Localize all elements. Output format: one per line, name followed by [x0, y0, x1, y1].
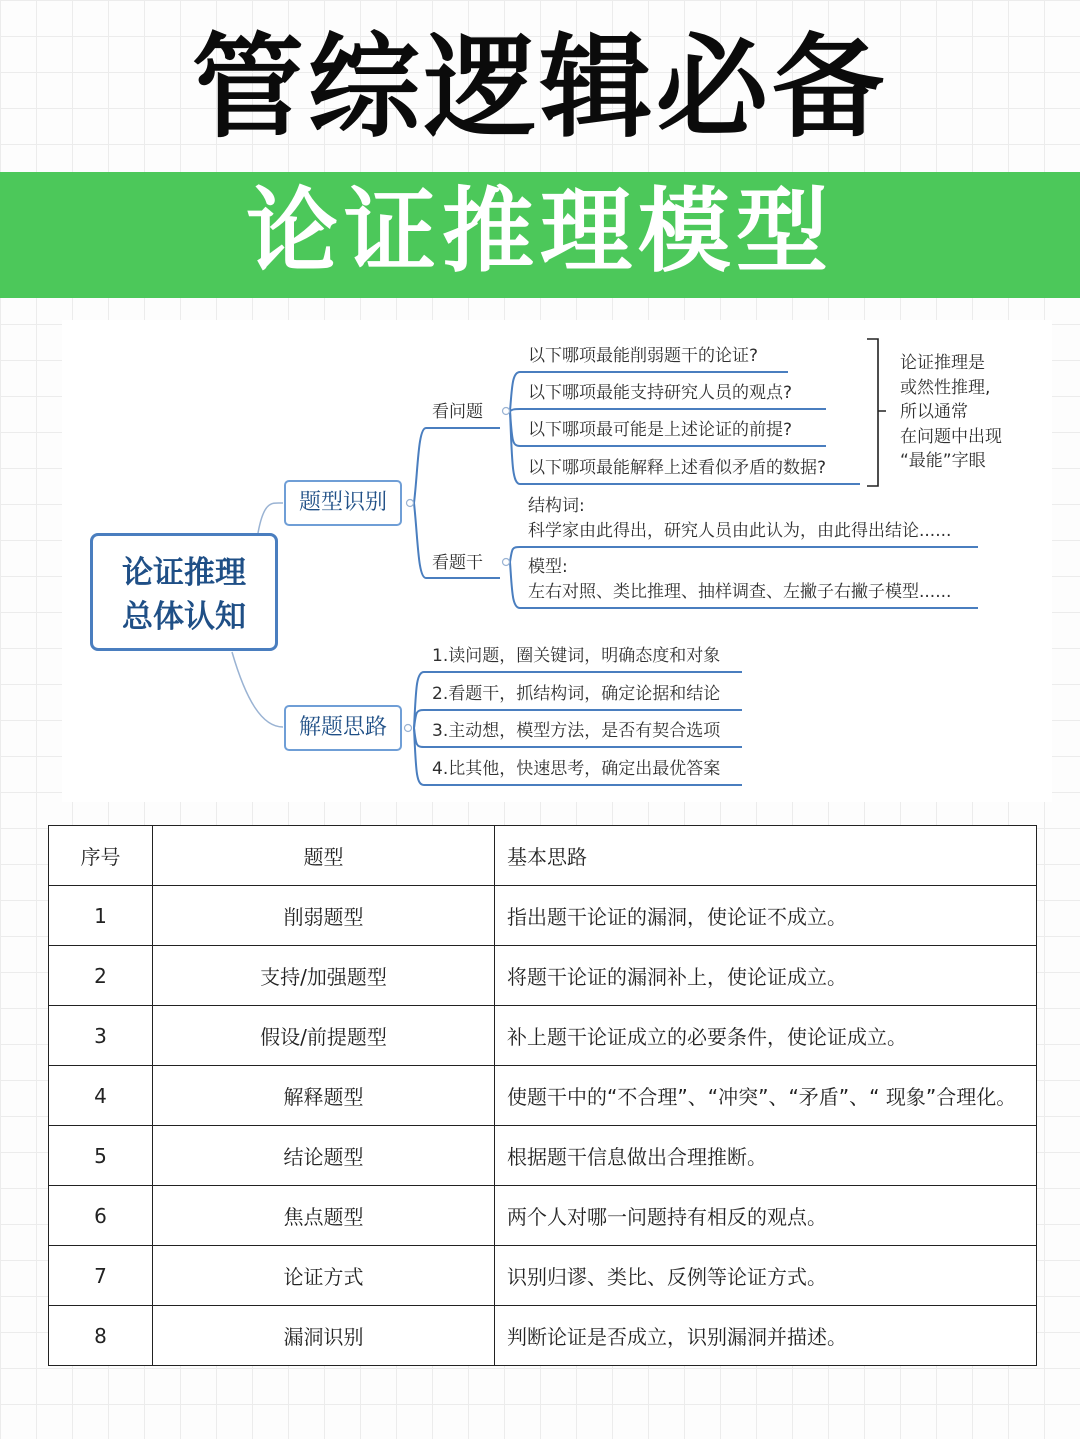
- method-step: 4.比其他，快速思考，确定出最优答案: [432, 759, 721, 779]
- header-approach: 基本思路: [495, 826, 1037, 886]
- cell-approach: 使题干中的“不合理”、“冲突”、“矛盾”、“ 现象”合理化。: [495, 1066, 1037, 1126]
- cell-number: 2: [49, 946, 153, 1006]
- method-step: 3.主动想，模型方法，是否有契合选项: [432, 721, 721, 741]
- cell-approach: 判断论证是否成立，识别漏洞并描述。: [495, 1306, 1037, 1366]
- question-item: 以下哪项最能解释上述看似矛盾的数据?: [528, 458, 827, 478]
- side-note: [900, 351, 1040, 474]
- question-type-table: [48, 825, 1037, 1366]
- stem-head: 结构词:: [528, 496, 585, 516]
- cell-number: 7: [49, 1246, 153, 1306]
- cell-approach: 将题干论证的漏洞补上，使论证成立。: [495, 946, 1037, 1006]
- stem-body: 科学家由此得出，研究人员由此认为，由此得出结论......: [528, 521, 952, 541]
- table-row: [49, 1126, 1037, 1186]
- page-title: 管综逻辑必备: [192, 23, 888, 153]
- table-row: [49, 1246, 1037, 1306]
- question-item: 以下哪项最能支持研究人员的观点?: [528, 383, 793, 403]
- note-line: 在问题中出现: [900, 426, 1002, 447]
- connector-root-identify: [258, 503, 283, 533]
- question-item: 以下哪项最可能是上述论证的前提?: [528, 420, 793, 440]
- collapse-dot: [503, 408, 510, 415]
- table-header-row: [49, 826, 1037, 886]
- table-row: [49, 1186, 1037, 1246]
- question-item: 以下哪项最能削弱题干的论证?: [528, 346, 759, 366]
- cell-number: 6: [49, 1186, 153, 1246]
- collapse-dot: [407, 500, 414, 507]
- stem-body: 左右对照、类比推理、抽样调查、左撇子右撇子模型......: [528, 582, 952, 602]
- note-line: 或然性推理,: [900, 377, 991, 398]
- table-row: [49, 946, 1037, 1006]
- cell-type: 结论题型: [153, 1126, 495, 1186]
- cell-approach: 根据题干信息做出合理推断。: [495, 1126, 1037, 1186]
- table-row: [49, 1066, 1037, 1126]
- branch-identify: 题型识别: [284, 480, 402, 526]
- cell-number: 4: [49, 1066, 153, 1126]
- table-row: [49, 1306, 1037, 1366]
- cell-type: 漏洞识别: [153, 1306, 495, 1366]
- cell-type: 支持/加强题型: [153, 946, 495, 1006]
- cell-number: 8: [49, 1306, 153, 1366]
- header-type: 题型: [153, 826, 495, 886]
- table-row: [49, 886, 1037, 946]
- cell-approach: 补上题干论证成立的必要条件，使论证成立。: [495, 1006, 1037, 1066]
- note-line: 论证推理是: [900, 353, 985, 373]
- page-subtitle: 论证推理模型: [245, 178, 834, 285]
- line-stem-1: [510, 547, 978, 562]
- collapse-dot: [405, 725, 412, 732]
- root-line-2: 总体认知: [122, 599, 246, 635]
- cell-type: 解释题型: [153, 1066, 495, 1126]
- table-row: [49, 1006, 1037, 1066]
- cell-number: 3: [49, 1006, 153, 1066]
- line-question-2: [510, 409, 826, 411]
- note-line: “最能”字眼: [900, 451, 986, 471]
- cell-type: 削弱题型: [153, 886, 495, 946]
- root-line-1: 论证推理: [122, 555, 246, 591]
- connector-root-method: [232, 652, 283, 727]
- cell-approach: 指出题干论证的漏洞，使论证不成立。: [495, 886, 1037, 946]
- cell-type: 焦点题型: [153, 1186, 495, 1246]
- branch-method: 解题思路: [284, 705, 402, 751]
- collapse-dot: [503, 559, 510, 566]
- header-number: 序号: [49, 826, 153, 886]
- cell-number: 5: [49, 1126, 153, 1186]
- method-step: 1.读问题，圈关键词，明确态度和对象: [432, 646, 721, 666]
- cell-type: 论证方式: [153, 1246, 495, 1306]
- cell-approach: 识别归谬、类比、反例等论证方式。: [495, 1246, 1037, 1306]
- stem-head: 模型:: [528, 557, 568, 577]
- node-look-stem: 看题干: [432, 553, 483, 573]
- mindmap-root: [90, 533, 278, 651]
- note-line: 所以通常: [900, 402, 968, 422]
- cell-type: 假设/前提题型: [153, 1006, 495, 1066]
- connector-identify-question: [414, 428, 500, 503]
- cell-approach: 两个人对哪一问题持有相反的观点。: [495, 1186, 1037, 1246]
- method-step: 2.看题干，抓结构词，确定论据和结论: [432, 684, 721, 704]
- node-look-question: 看问题: [432, 402, 483, 422]
- note-bracket: [867, 339, 886, 486]
- cell-number: 1: [49, 886, 153, 946]
